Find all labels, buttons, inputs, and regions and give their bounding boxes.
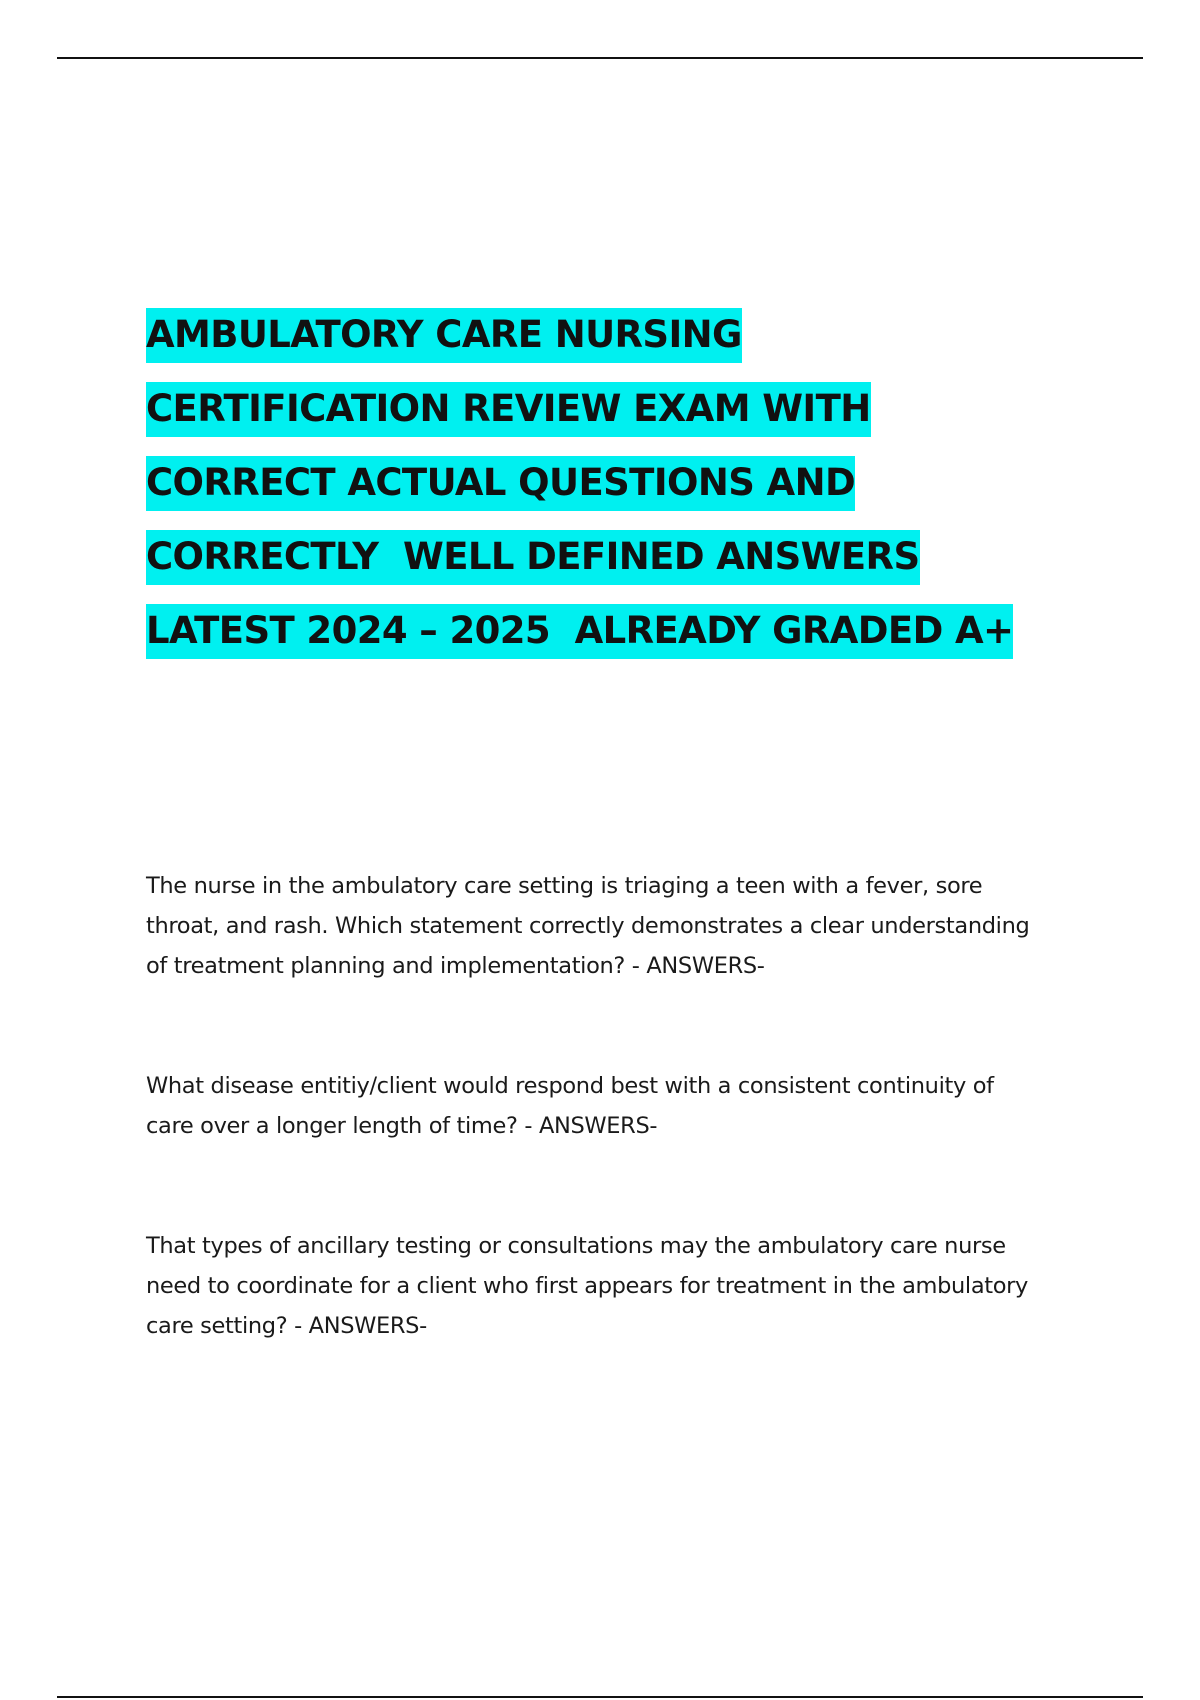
question-line: What disease entitiy/client would respond best with a consistent continuity of (146, 1073, 994, 1099)
question-3 (146, 1226, 1086, 1346)
question-line: The nurse in the ambulatory care setting is triaging a teen with a fever, sore (146, 873, 983, 899)
footer-rule (57, 1696, 1143, 1698)
question-2 (146, 1066, 1086, 1146)
title-line: CORRECTLY WELL DEFINED ANSWERS (146, 520, 1106, 594)
question-line: need to coordinate for a client who first appears for treatment in the ambulatory (146, 1273, 1029, 1299)
question-line: That types of ancillary testing or consultations may the ambulatory care nurse (146, 1233, 1006, 1259)
question-line: throat, and rash. Which statement correctly demonstrates a clear understanding (146, 913, 1030, 939)
question-line: care setting? - ANSWERS- (146, 1313, 427, 1339)
title-line: AMBULATORY CARE NURSING (146, 298, 1106, 372)
question-line: of treatment planning and implementation? - ANSWERS- (146, 953, 765, 979)
title-line: CERTIFICATION REVIEW EXAM WITH (146, 372, 1106, 446)
header-rule (57, 57, 1143, 59)
question-line: care over a longer length of time? - ANSWERS- (146, 1113, 658, 1139)
title-line: CORRECT ACTUAL QUESTIONS AND (146, 446, 1106, 520)
document-title (146, 298, 1106, 668)
title-line: LATEST 2024 – 2025 ALREADY GRADED A+ (146, 594, 1106, 668)
question-1 (146, 866, 1086, 986)
